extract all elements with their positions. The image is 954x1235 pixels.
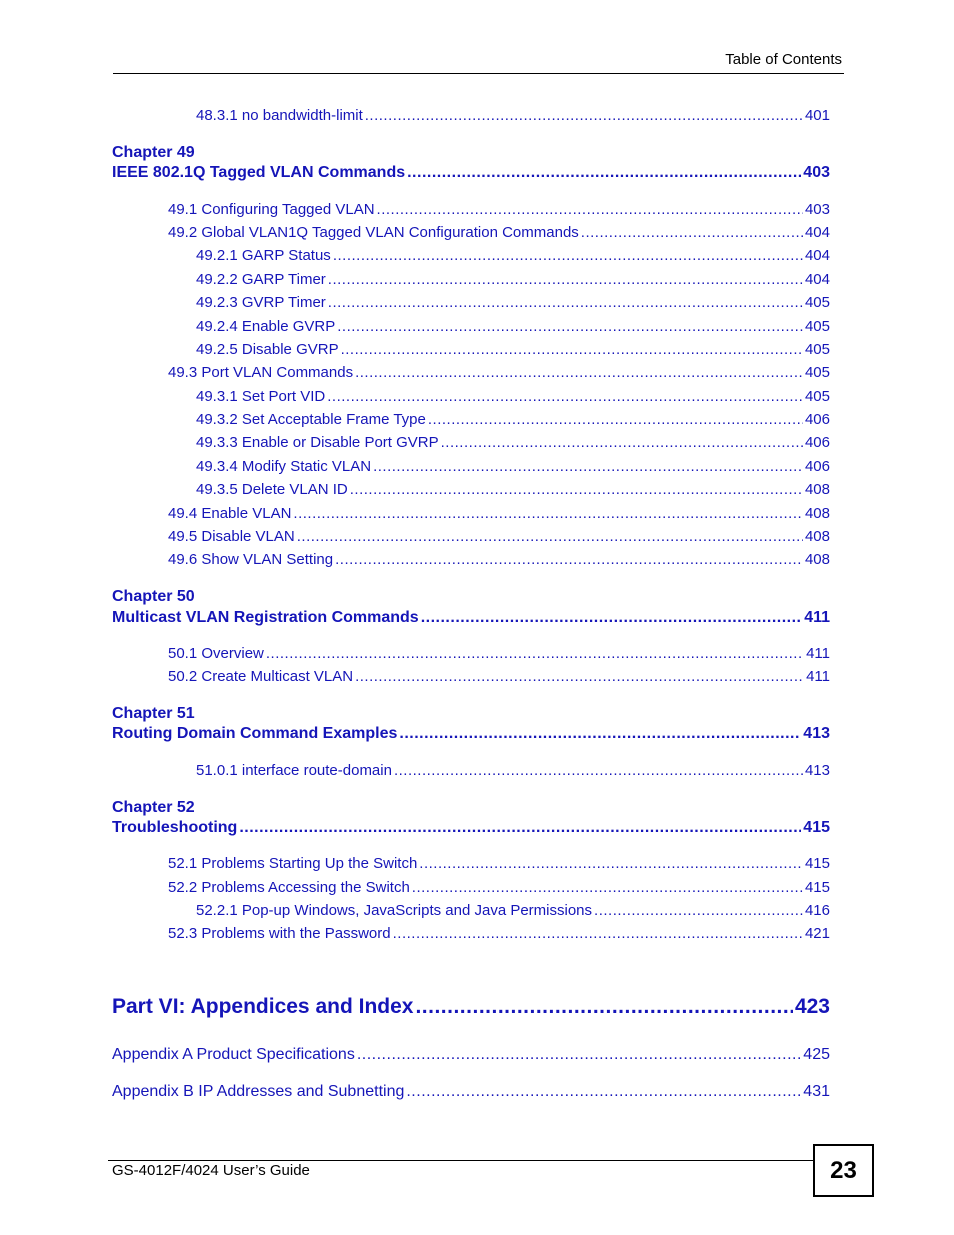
toc-page-number: 423 (794, 995, 830, 1018)
toc-page-number: 413 (803, 725, 830, 742)
toc-page-number: 408 (804, 528, 830, 545)
toc-entry-title: 49.2.1 GARP Status (196, 247, 331, 264)
chapter-title-50[interactable] (112, 609, 830, 627)
toc-entry-48-3-1[interactable] (196, 107, 830, 124)
dot-leader (373, 458, 803, 475)
toc-entry-52-2[interactable] (168, 879, 830, 896)
toc-entry-title: 49.5 Disable VLAN (168, 528, 295, 545)
toc-entry-title: 49.3.1 Set Port VID (196, 388, 326, 405)
dot-leader (406, 1083, 801, 1101)
toc-entry-title: 49.3 Port VLAN Commands (168, 364, 354, 381)
toc-entry-title: 48.3.1 no bandwidth-limit (196, 107, 363, 124)
dot-leader (581, 224, 803, 241)
running-header: Table of Contents (725, 51, 842, 68)
toc-entry-title: 52.1 Problems Starting Up the Switch (168, 855, 418, 872)
toc-page-number: 403 (803, 164, 830, 181)
toc-entry-title: 49.6 Show VLAN Setting (168, 551, 334, 568)
part-title-6[interactable] (112, 995, 830, 1019)
toc-entry-title: 52.2 Problems Accessing the Switch (168, 879, 410, 896)
toc-entry-title: 49.2.2 GARP Timer (196, 271, 326, 288)
toc-entry-title: Part VI: Appendices and Index (112, 995, 414, 1018)
chapter-label-52[interactable]: Chapter 52 (112, 799, 195, 816)
toc-entry-51-0-1[interactable] (196, 762, 830, 779)
dot-leader (412, 879, 803, 896)
toc-entry-title: 49.2.4 Enable GVRP (196, 318, 336, 335)
toc-entry-49-2-5[interactable] (196, 341, 830, 358)
toc-entry-49-3-5[interactable] (196, 481, 830, 498)
toc-entry-title: 49.3.4 Modify Static VLAN (196, 458, 372, 475)
toc-entry-50-1[interactable] (168, 645, 830, 662)
toc-entry-49-2-1[interactable] (196, 247, 830, 264)
toc-entry-49-5[interactable] (168, 528, 830, 545)
dot-leader (357, 1046, 801, 1064)
toc-entry-49-1[interactable] (168, 201, 830, 218)
dot-leader (266, 645, 804, 662)
toc-entry-title: 50.1 Overview (168, 645, 264, 662)
toc-entry-title: 49.3.2 Set Acceptable Frame Type (196, 411, 426, 428)
toc-page-number: 425 (803, 1046, 830, 1063)
page-number: 23 (830, 1156, 857, 1184)
dot-leader (328, 271, 803, 288)
toc-entry-52-3[interactable] (168, 925, 830, 942)
toc-page-number: 415 (804, 879, 830, 896)
toc-entry-49-2-4[interactable] (196, 318, 830, 335)
toc-page-number: 406 (804, 411, 830, 428)
chapter-label-49[interactable]: Chapter 49 (112, 144, 195, 161)
toc-page-number: 405 (804, 388, 830, 405)
chapter-title-49[interactable] (112, 164, 830, 182)
toc-page-number: 405 (804, 341, 830, 358)
toc-entry-52-1[interactable] (168, 855, 830, 872)
toc-page-number: 405 (804, 318, 830, 335)
toc-page-number: 401 (804, 107, 830, 124)
toc-entry-title: Appendix A Product Specifications (112, 1046, 355, 1063)
toc-entry-49-3-4[interactable] (196, 458, 830, 475)
page-number-box (813, 1144, 874, 1197)
toc-page-number: 411 (806, 668, 830, 685)
dot-leader (335, 551, 803, 568)
toc-entry-title: 49.4 Enable VLAN (168, 505, 292, 522)
toc-entry-title: Appendix B IP Addresses and Subnetting (112, 1083, 405, 1100)
dot-leader (297, 528, 803, 545)
dot-leader (239, 819, 801, 837)
toc-page-number: 416 (804, 902, 830, 919)
appendix-b-entry[interactable] (112, 1083, 830, 1101)
dot-leader (328, 294, 803, 311)
dot-leader (394, 762, 803, 779)
appendix-a-entry[interactable] (112, 1046, 830, 1064)
toc-page-number: 413 (804, 762, 830, 779)
toc-entry-title: IEEE 802.1Q Tagged VLAN Commands (112, 164, 406, 181)
toc-entry-title: 49.1 Configuring Tagged VLAN (168, 201, 375, 218)
dot-leader (355, 668, 804, 685)
toc-entry-title: 49.3.5 Delete VLAN ID (196, 481, 348, 498)
toc-entry-title: Multicast VLAN Registration Commands (112, 609, 419, 626)
toc-entry-49-2-3[interactable] (196, 294, 830, 311)
toc-page-number: 405 (804, 364, 830, 381)
dot-leader (377, 201, 803, 218)
toc-page-number: 404 (804, 247, 830, 264)
dot-leader (355, 364, 803, 381)
toc-page-number: 405 (804, 294, 830, 311)
dot-leader (327, 388, 803, 405)
toc-page-number: 404 (804, 271, 830, 288)
dot-leader (333, 247, 803, 264)
toc-entry-50-2[interactable] (168, 668, 830, 685)
toc-page-number: 404 (804, 224, 830, 241)
toc-page-number: 415 (803, 819, 830, 836)
toc-page-number: 431 (803, 1083, 830, 1100)
toc-entry-title: 49.3.3 Enable or Disable Port GVRP (196, 434, 439, 451)
toc-entry-title: 52.2.1 Pop-up Windows, JavaScripts and Java Permissions (196, 902, 593, 919)
toc-page-number: 406 (804, 434, 830, 451)
dot-leader (399, 725, 801, 743)
toc-entry-49-3[interactable] (168, 364, 830, 381)
toc-entry-49-3-1[interactable] (196, 388, 830, 405)
dot-leader (419, 855, 803, 872)
toc-page-number: 408 (804, 551, 830, 568)
chapter-title-51[interactable] (112, 725, 830, 743)
toc-entry-49-2-2[interactable] (196, 271, 830, 288)
toc-page-number: 406 (804, 458, 830, 475)
toc-entry-49-2[interactable] (168, 224, 830, 241)
toc-entry-49-3-2[interactable] (196, 411, 830, 428)
toc-entry-title: 52.3 Problems with the Password (168, 925, 391, 942)
toc-entry-title: Routing Domain Command Examples (112, 725, 398, 742)
chapter-label-50[interactable]: Chapter 50 (112, 588, 195, 605)
toc-page-number: 411 (804, 609, 830, 626)
toc-entry-title: 49.2 Global VLAN1Q Tagged VLAN Configuration Commands (168, 224, 579, 241)
header-divider (113, 73, 844, 74)
toc-page-number: 403 (804, 201, 830, 218)
toc-entry-title: Troubleshooting (112, 819, 238, 836)
dot-leader (415, 995, 792, 1019)
toc-entry-49-4[interactable] (168, 505, 830, 522)
toc-page-number: 408 (804, 481, 830, 498)
dot-leader (428, 411, 803, 428)
toc-entry-title: 49.2.5 Disable GVRP (196, 341, 339, 358)
dot-leader (365, 107, 803, 124)
toc-page-number: 415 (804, 855, 830, 872)
dot-leader (350, 481, 803, 498)
toc-entry-49-6[interactable] (168, 551, 830, 568)
toc-page-number: 411 (806, 645, 830, 662)
chapter-title-52[interactable] (112, 819, 830, 837)
dot-leader (341, 341, 803, 358)
footer-guide-title: GS-4012F/4024 User’s Guide (112, 1162, 310, 1179)
toc-page-number: 408 (804, 505, 830, 522)
dot-leader (594, 902, 803, 919)
toc-entry-49-3-3[interactable] (196, 434, 830, 451)
dot-leader (337, 318, 803, 335)
toc-entry-52-2-1[interactable] (196, 902, 830, 919)
toc-entry-title: 49.2.3 GVRP Timer (196, 294, 326, 311)
dot-leader (441, 434, 803, 451)
toc-page-number: 421 (804, 925, 830, 942)
toc-entry-title: 50.2 Create Multicast VLAN (168, 668, 354, 685)
footer-divider (108, 1160, 814, 1161)
toc-entry-title: 51.0.1 interface route-domain (196, 762, 392, 779)
dot-leader (393, 925, 803, 942)
dot-leader (421, 609, 802, 627)
dot-leader (293, 505, 803, 522)
dot-leader (407, 164, 801, 182)
chapter-label-51[interactable]: Chapter 51 (112, 705, 195, 722)
